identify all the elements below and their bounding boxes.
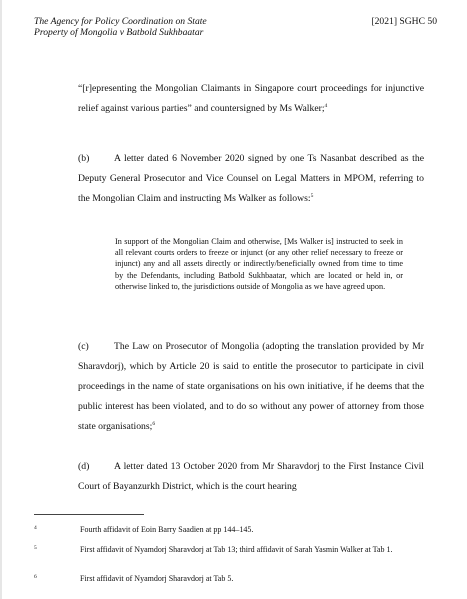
paragraph-c-label: (c) bbox=[78, 341, 89, 352]
footnote-4 bbox=[34, 525, 430, 535]
case-title-line-2: Property of Mongolia v Batbold Sukhbaatar bbox=[34, 27, 204, 38]
footnote-ref-5[interactable]: 5 bbox=[310, 192, 314, 199]
footnote-5 bbox=[34, 545, 430, 555]
paragraph-b-text: A letter dated 6 November 2020 signed by one Ts Nasanbat described as the Deputy General Prosecutor and Vice Counsel on Legal Matters in MPOM, referring to the Mongolian Claim and instructing Ms Walker as follows: bbox=[78, 153, 424, 204]
paragraph-continuation-text: “[r]epresenting the Mongolian Claimants in Singapore court proceedings for injunctive relief against various parties” and countersigned by Ms Walker; bbox=[78, 83, 424, 114]
paragraph-b-label: (b) bbox=[78, 153, 90, 164]
paragraph-d bbox=[78, 457, 424, 497]
paragraph-d-label: (d) bbox=[78, 461, 90, 472]
paragraph-c-text: The Law on Prosecutor of Mongolia (adopting the translation provided by Mr Sharavdorj), which by Article 20 is said to entitle the prosecutor to participate in civil proceedings in the name of state organisations on his own initiative, if he deems that the public interest has been violated, and to do so without any power of attorney from those state organisations; bbox=[78, 341, 424, 432]
running-header-case-title bbox=[34, 16, 207, 38]
footnote-6-number: 6 bbox=[34, 574, 37, 580]
paragraph-d-text: A letter dated 13 October 2020 from Mr Sharavdorj to the First Instance Civil Court of Bayanzurkh District, which is the court hearing bbox=[78, 461, 424, 492]
case-title-line-1: The Agency for Policy Coordination on State bbox=[34, 16, 207, 27]
footnote-4-text: Fourth affidavit of Eoin Barry Saadien at pp 144–145. bbox=[80, 525, 254, 534]
footnote-6-text: First affidavit of Nyamdorj Sharavdorj at Tab 5. bbox=[80, 574, 234, 583]
footnote-5-text: First affidavit of Nyamdorj Sharavdorj at Tab 13; third affidavit of Sarah Yasmin Walker at Tab 1. bbox=[80, 545, 393, 554]
block-quote: In support of the Mongolian Claim and otherwise, [Ms Walker is] instructed to seek in all relevant courts orders to freeze or injunct (or any other relief necessary to freeze or injunct) any and all assets directly or indirectly/beneficially owned from time to time by the Defendants, including Batbold Sukhbaatar, which are located or held in, or otherwise linked to, the jurisdictions outside of Mongolia as we have agreed upon. bbox=[115, 237, 403, 291]
footnote-ref-4[interactable]: 4 bbox=[324, 102, 328, 109]
paragraph-c bbox=[78, 337, 424, 437]
running-header-citation: [2021] SGHC 50 bbox=[371, 16, 437, 27]
footnote-separator bbox=[34, 514, 144, 515]
footnote-4-number: 4 bbox=[34, 525, 37, 531]
paragraph-b bbox=[78, 149, 424, 209]
page-edge-shadow bbox=[0, 0, 2, 599]
footnote-ref-6[interactable]: 6 bbox=[152, 420, 156, 427]
footnote-5-number: 5 bbox=[34, 545, 37, 551]
footnote-6 bbox=[34, 574, 430, 584]
paragraph-continuation bbox=[78, 79, 424, 119]
